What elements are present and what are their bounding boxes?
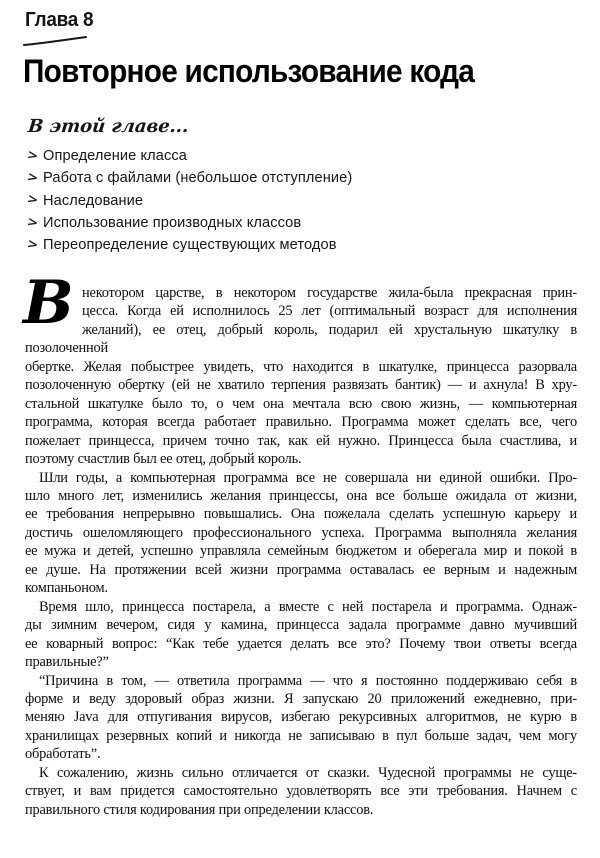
body-line: хранилищах резервных копий и никогда не записываю в пул больше задач, чем могу bbox=[25, 727, 577, 744]
body-line: Шли годы, а компьютерная программа все не совершала ни единой ошибки. Про- bbox=[39, 469, 577, 486]
body-line: ды зимним вечером, сидя у камина, принцесса задала программе давно мучивший bbox=[25, 617, 577, 634]
arrow-bullet-icon: > bbox=[25, 236, 40, 254]
body-line: К сожалению, жизнь сильно отличается от сказки. Чудесной программы не суще- bbox=[39, 764, 577, 781]
body-line: стальной шкатулке было то, о чем она мечтала всю свою жизнь, — компьютерная bbox=[25, 395, 577, 412]
body-line: ее душе. На протяжении всей жизни программа оставалась ее верным и надежным bbox=[25, 561, 577, 578]
body-line: правильные?” bbox=[25, 654, 109, 671]
body-line: меняю Java для отпугивания вирусов, избегаю рекурсивных алгоритмов, не курю в bbox=[25, 709, 577, 726]
toc-item-label: Работа с файлами (небольшое отступление) bbox=[43, 170, 353, 187]
arrow-bullet-icon: > bbox=[25, 191, 40, 209]
page-title: Повторное использование кода bbox=[23, 53, 475, 89]
toc-item bbox=[27, 190, 352, 212]
paragraph bbox=[25, 764, 577, 819]
toc-item bbox=[27, 167, 352, 189]
body-line: поэтому счастлив был ее отец, добрый король. bbox=[25, 451, 302, 468]
body-line: ее мужа и детей, успешно управляла семейным бюджетом и оберегала мир и покой в bbox=[25, 543, 577, 560]
arrow-bullet-icon: > bbox=[25, 147, 40, 165]
chapter-label: Глава 8 bbox=[25, 9, 94, 31]
chapter-underline-swoosh bbox=[22, 35, 90, 47]
body-line: Время шло, принцесса постарела, а вместе с ней постарела и программа. Однаж- bbox=[39, 598, 577, 615]
body-line: программа, которая всегда работает правильно. Программа может сделать все, чего bbox=[25, 414, 577, 431]
arrow-bullet-icon: > bbox=[25, 169, 40, 187]
paragraph bbox=[23, 268, 577, 469]
body-line: ее коварный вопрос: “Как тебе удается делать все это? Почему твои ответы всегда bbox=[25, 635, 577, 652]
body-line: ее требования непрерывно повышались. Она пожелала сделать успешную карьеру и bbox=[25, 506, 577, 523]
toc-item-label: Переопределение существующих методов bbox=[43, 237, 337, 254]
body-line: ствует, и вам придется самостоятельно удовлетворять все эти требования. Начнем с bbox=[25, 783, 577, 800]
body-line: обработать”. bbox=[25, 746, 101, 763]
toc-item-label: Определение класса bbox=[43, 148, 188, 165]
toc-item-label: Наследование bbox=[43, 192, 144, 209]
body-line: правильного стиля кодирования при определении классов. bbox=[25, 801, 374, 818]
body-line: желаний), ее отец, добрый король, подарил ей хрустальную шкатулку в позолоченной bbox=[25, 321, 577, 357]
toc-item bbox=[27, 212, 352, 234]
toc-item-label: Использование производных классов bbox=[43, 215, 302, 232]
section-heading: В этой главе... bbox=[27, 116, 190, 137]
paragraph bbox=[25, 672, 577, 764]
toc-item bbox=[27, 145, 352, 167]
body-line: некотором царстве, в некотором государстве жила-была прекрасная прин- bbox=[82, 285, 577, 301]
arrow-bullet-icon: > bbox=[25, 214, 40, 231]
body-line: достичь ошеломляющего профессионального успеха. Программа выполняла желания bbox=[25, 524, 577, 541]
body-line: цесса. Когда ей исполнилось 25 лет (оптимальный возраст для исполнения bbox=[82, 303, 577, 320]
paragraph bbox=[25, 469, 577, 598]
toc-list bbox=[27, 145, 352, 256]
drop-cap-letter: В bbox=[23, 268, 74, 338]
paragraph bbox=[25, 598, 577, 672]
body-line: позолоченную обертку (ей не хватило терпения развязать бантик) — и ахнула! В хру- bbox=[25, 377, 577, 394]
body-line: компаньоном. bbox=[25, 580, 108, 597]
body-line: форме и веду здоровый образ жизни. Я запускаю 20 приложений ежедневно, при- bbox=[25, 690, 577, 707]
body-line: “Причина в том, — ответила программа — что я постоянно поддерживаю себя в bbox=[39, 672, 577, 689]
body-line: шло много лет, изменились желания принцессы, она все больше ожидала от жизни, bbox=[25, 487, 577, 504]
body-line: обертке. Желая побыстрее увидеть, что находится в шкатулке, принцесса разорвала bbox=[25, 358, 577, 375]
body-text bbox=[23, 268, 577, 819]
body-line: пожелает принцесса, причем точно так, как ей нужно. Принцесса была счастлива, и bbox=[25, 432, 577, 449]
drop-cap bbox=[23, 268, 82, 338]
toc-item bbox=[27, 234, 352, 256]
